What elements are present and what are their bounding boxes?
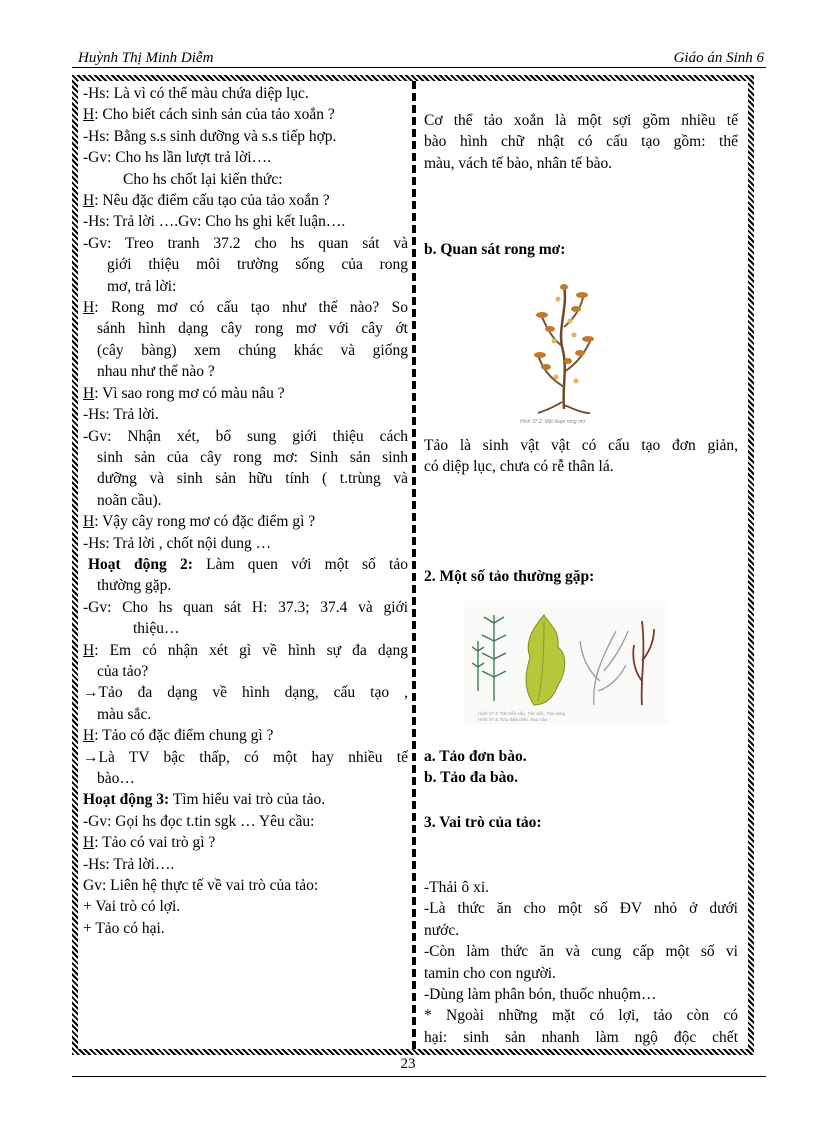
text-line: màu sắc. (97, 705, 152, 723)
text-line: giới thiệu môi trường sống của rong (107, 256, 408, 274)
text-line: -Hs: Bằng s.s sinh dưỡng và s.s tiếp hợp. (83, 127, 337, 145)
text-line: -Thải ô xi. (424, 879, 489, 896)
text-line: -Hs: Trả lời. (83, 406, 159, 424)
activity-2-heading: Hoạt động 2: Làm quen với một số tảo (88, 555, 408, 573)
footer-rule (72, 1076, 766, 1077)
text-line: có diệp lục, chưa có rễ thân lá. (424, 458, 614, 476)
text-line: nhau như thế nào ? (97, 363, 215, 381)
content-column (424, 83, 738, 174)
text-line: -Gv: Treo tranh 37.2 cho hs quan sát và (83, 234, 408, 252)
question-line: H: Vì sao rong mơ có màu nâu ? (83, 384, 285, 402)
text-line: Tảo là sinh vật vật có cấu tạo đơn giản, (424, 437, 738, 454)
question-line: H: Nêu đặc điểm cấu tạo của tảo xoắn ? (83, 192, 330, 210)
text-line: bào… (97, 770, 135, 787)
text-line: màu, vách tế bào, nhân tế bào. (424, 154, 613, 172)
text-line: -Là thức ăn cho một số ĐV nhỏ ở dưới (424, 900, 738, 918)
text-line: Gv: Liên hệ thực tế về vai trò của tảo: (83, 877, 319, 895)
text-line: →Là TV bậc thấp, có một hay nhiều tế (83, 748, 408, 766)
text-line: bào hình chữ nhật có cấu tạo gồm: thể (424, 133, 738, 151)
author-name: Huỳnh Thị Minh Diễm (78, 50, 214, 66)
algae-definition (424, 435, 738, 478)
seaweed-icon (534, 284, 594, 413)
text-line: nước. (424, 921, 460, 939)
question-line: H: Vậy cây rong mơ có đặc điểm gì ? (83, 513, 316, 531)
text-line: noãn cầu). (97, 491, 162, 509)
text-line: + Vai trò có lợi. (83, 898, 181, 916)
text-line: hại: sinh sản nhanh làm ngộ độc chết (424, 1028, 738, 1046)
page-header (72, 48, 766, 68)
figure-caption: Hình 37.2: Một đoạn rong mơ (520, 419, 586, 425)
text-line: tamin cho con người. (424, 964, 556, 982)
text-line: Cho hs chốt lại kiến thức: (123, 170, 283, 188)
text-line: dưỡng và sinh sản hữu tính ( t.trùng và (97, 470, 408, 488)
text-line: -Hs: Trả lời , chốt nội dung … (83, 534, 272, 552)
text-line: -Hs: Trả lời…. (83, 855, 175, 873)
activity-3-heading: Hoạt động 3: Tìm hiểu vai trò của tảo. (83, 791, 326, 809)
figure-caption: Hình 37.3: Tảo tiểu cầu, Tảo silic, Tảo vòng (478, 711, 566, 716)
text-line: sánh hình dạng cây rong mơ với cây ớt (97, 320, 408, 338)
text-line: -Gv: Cho hs lần lượt trả lời…. (83, 149, 271, 167)
algae-types-list: a. Tảo đơn bào. b. Tảo đa bào. (424, 748, 527, 787)
seaweed-figure (518, 277, 612, 425)
question-line: H: Rong mơ có cấu tạo như thế nào? So (83, 299, 408, 317)
text-line: -Gv: Nhận xét, bổ sung giới thiệu cách (83, 427, 408, 445)
text-line: →Tảo đa dạng về hình dạng, cấu tạo , (83, 684, 408, 702)
question-line: H: Cho biết cách sinh sản của tảo xoắn ? (83, 106, 335, 124)
text-line: thường gặp. (97, 577, 172, 595)
text-line: + Tảo có hại. (83, 919, 165, 937)
text-line: của tảo? (97, 662, 149, 680)
text-line: (cây bàng) xem chúng khác và giống (97, 341, 408, 359)
text-line: -Hs: Là vì có thể màu chứa diệp lục. (83, 85, 309, 102)
text-line: -Gv: Gọi hs đọc t.tin sgk … Yêu cầu: (83, 812, 315, 830)
teacher-activities-column (83, 83, 408, 939)
text-line: -Dùng làm phân bón, thuốc nhuộm… (424, 986, 657, 1004)
page-number: 23 (400, 1056, 416, 1072)
subject-name: Giáo án Sinh 6 (673, 50, 764, 66)
section-heading-3: 3. Vai trò của tảo: (424, 814, 542, 831)
algae-types-figure (464, 601, 668, 725)
section-heading-b: b. Quan sát rong mơ: (424, 241, 566, 258)
text-line: -Còn làm thức ăn và cung cấp một số vi (424, 943, 738, 961)
text-line: -Gv: Cho hs quan sát H: 37.3; 37.4 và giới (83, 598, 408, 616)
question-line: H: Tảo có đặc điểm chung gì ? (83, 727, 274, 745)
text-line: thiệu… (133, 620, 180, 638)
column-divider (412, 81, 416, 1049)
algae-roles (424, 877, 738, 1048)
section-heading-2: 2. Một số tảo thường gặp: (424, 568, 595, 585)
text-line: sinh sản của cây rong mơ: Sinh sản sinh (97, 448, 408, 466)
figure-caption: Hình 37.4: Rau diếp biển, Rau câu (478, 717, 548, 722)
text-line: Cơ thể tảo xoắn là một sợi gồm nhiều tế (424, 112, 738, 129)
lesson-table (72, 75, 754, 1055)
header-rule (72, 67, 766, 68)
question-line: H: Em có nhận xét gì về hình sự đa dạng (83, 641, 408, 659)
text-line: * Ngoài những mặt có lợi, tảo còn có (424, 1007, 738, 1025)
text-line: -Hs: Trả lời ….Gv: Cho hs ghi kết luận…. (83, 213, 346, 231)
text-line: mơ, trả lời: (107, 277, 177, 295)
question-line: H: Tảo có vai trò gì ? (83, 834, 216, 852)
